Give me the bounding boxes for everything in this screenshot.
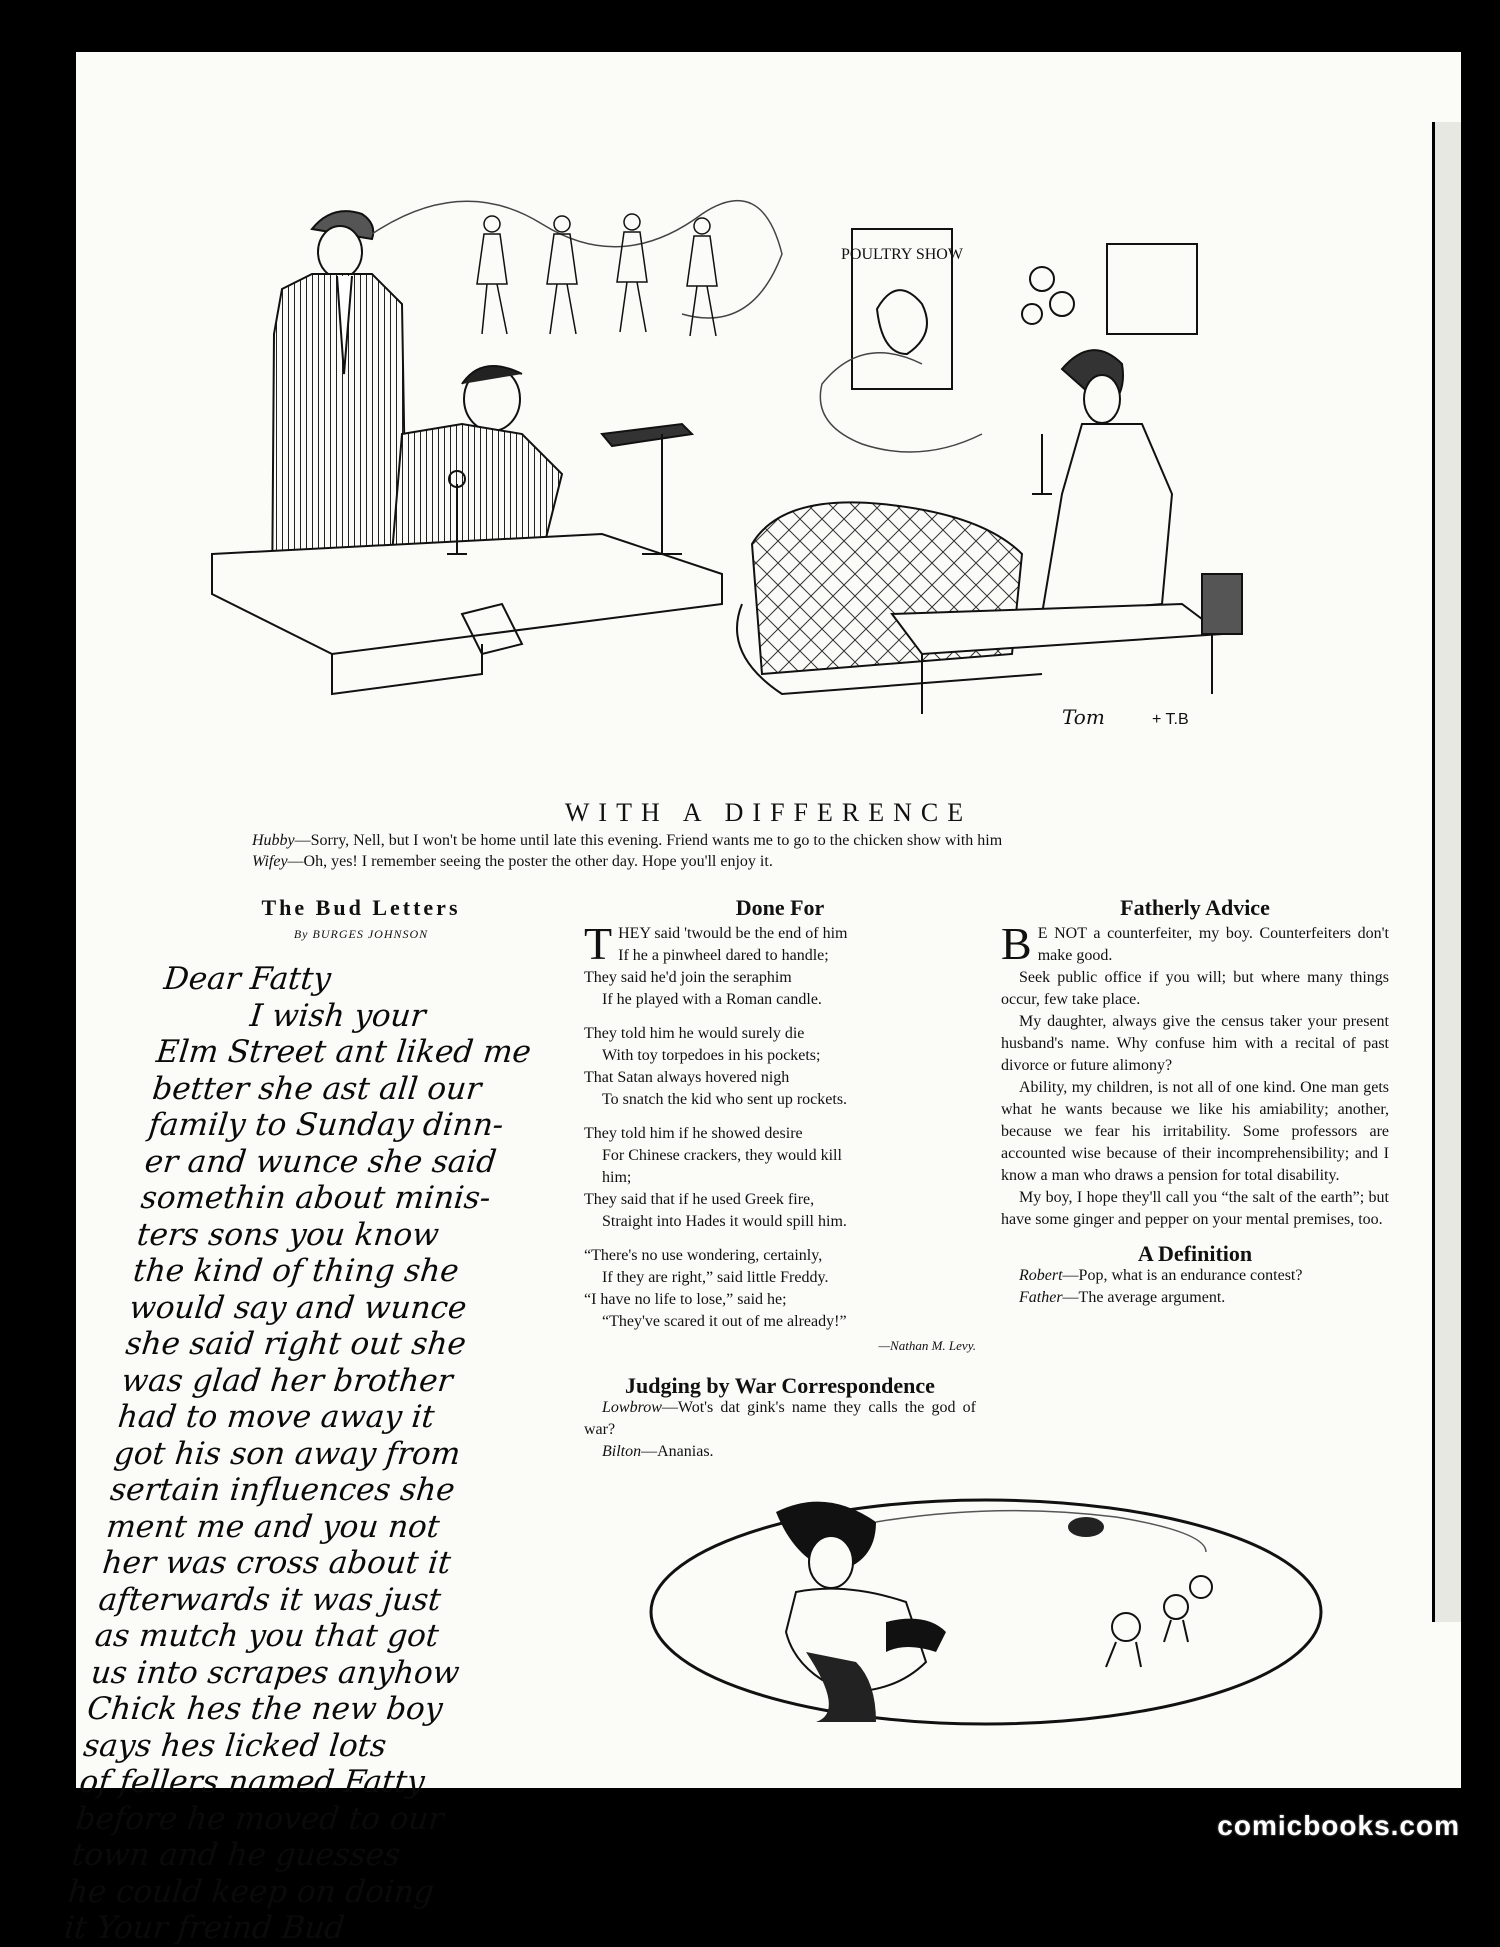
oval-illustration: [646, 1492, 1326, 1732]
artist-signature: Tom: [1062, 705, 1105, 729]
definition-title: A Definition: [1137, 1241, 1253, 1266]
caption-line-hubby: Hubby—Sorry, Nell, but I won't be home until late this evening. Friend wants me to go to the chicken show with him: [252, 832, 1003, 849]
stanza-2: They told him he would surely die With toy torpedoes in his pockets; That Satan always hovered nigh To snatch the kid who sent up rockets.: [584, 1025, 848, 1108]
bud-letters-column: [62, 895, 556, 1947]
judging-title: Judging by War Correspondence: [625, 1373, 935, 1398]
handwritten-letter: Dear Fatty I wish your Elm Street ant liked me better she ast all our family to Sunday dinn- er and wunce she said somethin about minis- ters sons you know the kind of thing she would say and wunce she said right out she was glad her brother had to move away it got his son away from sertain influences she ment me and you not her was cross about it afterwards it was just as mutch you that got us into scrapes anyhow Chick hes the new boy says hes licked lots of fellers named Fatty before he moved to our town and he guesses he could keep on doing it Your freind Bud: [62, 961, 533, 1946]
fatherly-advice-title: Fatherly Advice: [1120, 895, 1270, 920]
fatherly-advice-column: Fatherly Advice B E NOT a counterfeiter, my boy. Counterfeiters don't make good. Seek public office if you will; but where many things occur, few take place. My daughter, always give the census taker your present husband's name. Why confuse him with a recital of past divorce or future alimony? Ability, my children, is not all of one kind. One man gets what he wants because we like his amiability; another, because we fear his irritability. Some professors are accounted wise because of their incomprehensibility; and I know a man who draws a pension for total disability. My boy, I hope they'll call you “the salt of the earth”; but have some ginger and pepper on your mental premises, too. A Definition Robert—Pop, what is an endurance contest? Father—The average argument.: [1001, 897, 1389, 1309]
done-for-column: [584, 897, 976, 1463]
stanza-3: They told him if he showed desire For Chinese crackers, they would kill him; They said that if he used Greek fire, Straight into Hades it would spill him.: [584, 1125, 847, 1230]
cartoon-caption: [252, 830, 1402, 872]
next-page-edge: [1432, 122, 1461, 1622]
caption-line-wifey: Wifey—Oh, yes! I remember seeing the poster the other day. Hope you'll enjoy it.: [252, 853, 773, 870]
cartoon-title: WITH A DIFFERENCE: [564, 798, 973, 827]
site-watermark: comicbooks.com: [1217, 1810, 1460, 1841]
drop-cap: T: [584, 918, 613, 969]
judging-section: Judging by War Correspondence Lowbrow—Wot's dat gink's name they calls the god of war? Bilton—Ananias.: [584, 1373, 976, 1460]
bud-letters-title: The Bud Letters: [261, 895, 461, 920]
stanza-1: T HEY said 'twould be the end of him If he a pinwheel dared to handle; They said he'd join the seraphim If he played with a Roman candle.: [584, 918, 848, 1008]
engraver-mark: + T.B: [1152, 711, 1189, 728]
poem-attribution: —Nathan M. Levy.: [878, 1338, 976, 1353]
cartoon-illustration: [162, 134, 1312, 784]
done-for-title: Done For: [735, 895, 825, 920]
drop-cap: B: [1001, 918, 1032, 969]
definition-section: A Definition Robert—Pop, what is an endurance contest? Father—The average argument.: [1001, 1243, 1389, 1309]
bud-letters-byline: By BURGES JOHNSON: [293, 927, 429, 941]
stanza-4: “There's no use wondering, certainly, If they are right,” said little Freddy. “I have no life to lose,” said he; “They've scared it out of me already!”: [584, 1247, 847, 1330]
poster-text: POULTRY SHOW: [841, 246, 963, 263]
